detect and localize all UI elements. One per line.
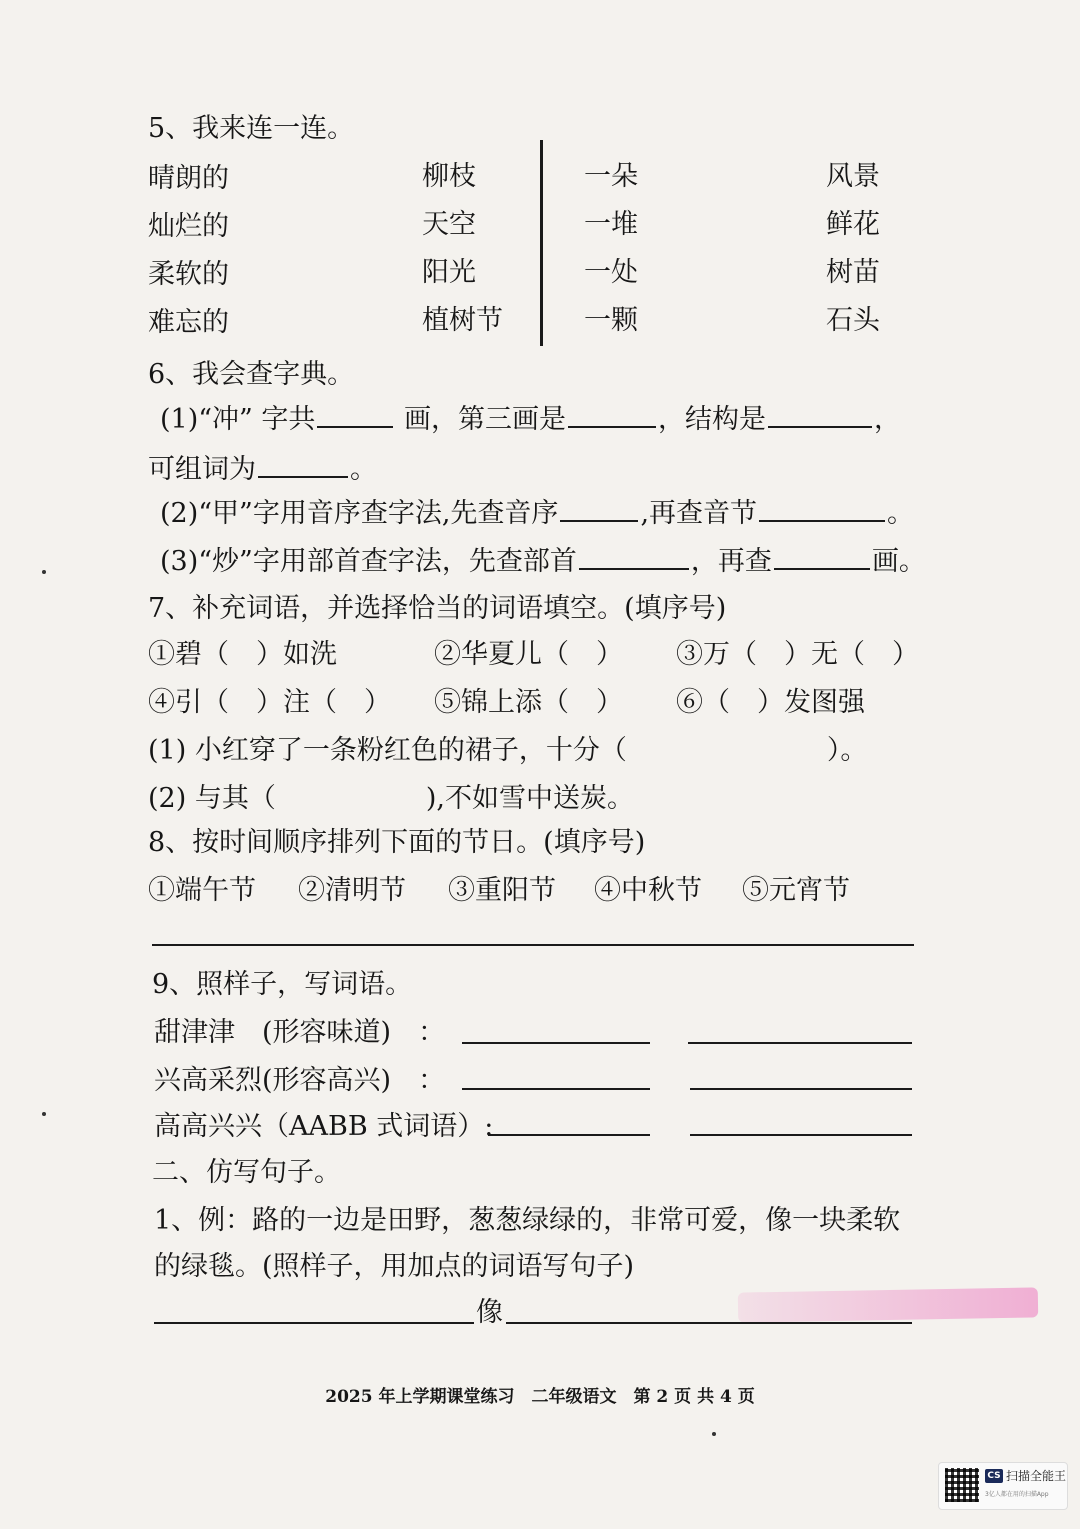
q7-item-1: ①碧（ ）如洗 xyxy=(148,639,337,670)
q5-left-4: 难忘的 xyxy=(148,307,229,338)
q5-right-a-3: 一处 xyxy=(584,257,638,288)
q5-mid-4: 植树节 xyxy=(422,305,503,336)
section-2-title: 二、仿写句子。 xyxy=(152,1157,341,1188)
q6-p2-text-c: 。 xyxy=(887,498,915,529)
q7-s2-text-a: (2) 与其（ xyxy=(148,783,276,814)
blank-stroke-number[interactable] xyxy=(774,544,870,570)
scan-speck xyxy=(42,570,46,574)
q7-sentence-2 xyxy=(148,782,634,816)
q5-mid-3: 阳光 xyxy=(422,257,476,288)
q5-left-1: 晴朗的 xyxy=(148,163,229,194)
q6-p1-line xyxy=(160,402,901,437)
q6-p1-text-f: 。 xyxy=(350,454,377,485)
q6-p1-line2 xyxy=(148,452,377,487)
blank-word-group[interactable] xyxy=(258,452,348,478)
q8-festival-4: ④中秋节 xyxy=(594,875,702,906)
q9-row-1-label: 甜津津 (形容味道) ： xyxy=(154,1017,446,1048)
q6-p1-text-e: 可组词为 xyxy=(148,454,256,485)
section-2-xiang: 像 xyxy=(476,1297,503,1328)
q6-p1-text-b: 画，第三画是 xyxy=(404,404,567,435)
q7-sentence-1 xyxy=(148,734,867,768)
q5-right-a-2: 一堆 xyxy=(584,209,638,240)
blank-radical[interactable] xyxy=(579,544,689,570)
q8-answer-line[interactable] xyxy=(152,944,914,946)
q9-row-3-blank-b[interactable] xyxy=(690,1134,912,1136)
q9-row-2-label: 兴高采烈(形容高兴) ： xyxy=(154,1065,446,1096)
q7-item-2: ②华夏儿（ ） xyxy=(434,639,623,670)
q6-p3-line xyxy=(160,544,926,579)
q8-festival-1: ①端午节 xyxy=(148,875,256,906)
q5-mid-2: 天空 xyxy=(422,209,476,240)
q9-row-1-blank-a[interactable] xyxy=(462,1042,650,1044)
qr-code-icon xyxy=(945,1468,979,1502)
q7-item-3: ③万（ ）无（ ） xyxy=(676,639,919,670)
q6-title: 6、我会查字典。 xyxy=(148,359,355,390)
q5-mid-1: 柳枝 xyxy=(422,161,476,192)
column-divider xyxy=(540,140,543,346)
q7-item-6: ⑥（ ）发图强 xyxy=(676,687,865,718)
q5-right-b-1: 风景 xyxy=(826,161,880,192)
q5-right-b-3: 树苗 xyxy=(826,257,880,288)
q7-s1-text-a: (1) 小红穿了一条粉红色的裙子，十分（ xyxy=(148,735,627,766)
q5-right-a-1: 一朵 xyxy=(584,161,638,192)
q8-festival-2: ②清明节 xyxy=(298,875,406,906)
q6-p3-text-a: (3)“炒”字用部首查字法，先查部首 xyxy=(160,546,577,577)
q7-s1-text-b: ）。 xyxy=(826,735,868,766)
q5-left-2: 灿烂的 xyxy=(148,211,229,242)
q7-item-5: ⑤锦上添（ ） xyxy=(434,687,623,718)
q9-row-3-blank-a[interactable] xyxy=(488,1134,650,1136)
q5-title: 5、我来连一连。 xyxy=(148,113,355,144)
q9-row-2-blank-a[interactable] xyxy=(462,1088,650,1090)
q8-festival-3: ③重阳节 xyxy=(448,875,556,906)
q9-title: 9、照样子，写词语。 xyxy=(152,969,413,1000)
q6-p3-text-b: ，再查 xyxy=(690,546,772,577)
q7-item-4: ④引（ ）注（ ） xyxy=(148,687,391,718)
camscanner-logo-icon: CS xyxy=(985,1469,1003,1483)
watermark-subtitle: 3亿人都在用的扫描App xyxy=(985,1491,1049,1498)
section-2-example-line-1: 1、例：路的一边是田野，葱葱绿绿的，非常可爱，像一块柔软 xyxy=(154,1205,901,1236)
section-2-blank-b[interactable] xyxy=(506,1322,912,1324)
q6-p1-text-a: (1)“冲” 字共 xyxy=(160,404,316,435)
q6-p2-text-a: (2)“甲”字用音序查字法,先查音序 xyxy=(160,498,559,529)
q7-title: 7、补充词语，并选择恰当的词语填空。(填序号) xyxy=(148,593,727,624)
q6-p2-text-b: ,再查音节 xyxy=(640,498,758,529)
page-footer: 2025 年上学期课堂练习 二年级语文 第 2 页 共 4 页 xyxy=(325,1387,755,1407)
q6-p1-text-c: ，结构是 xyxy=(658,404,767,435)
pink-highlighter-mark xyxy=(738,1287,1038,1322)
scan-speck xyxy=(42,1112,46,1116)
q5-right-b-4: 石头 xyxy=(826,305,880,336)
q6-p3-text-c: 画。 xyxy=(871,546,926,577)
section-2-example-line-2: 的绿毯。(照样子，用加点的词语写句子) xyxy=(154,1251,635,1282)
blank-stroke-count[interactable] xyxy=(317,402,393,428)
blank-structure[interactable] xyxy=(768,402,872,428)
blank-third-stroke[interactable] xyxy=(568,402,656,428)
blank-initial-letter[interactable] xyxy=(560,496,638,522)
q8-festival-5: ⑤元宵节 xyxy=(742,875,850,906)
blank-syllable[interactable] xyxy=(759,496,885,522)
watermark-brand: 扫描全能王 xyxy=(1006,1469,1067,1483)
q7-s2-text-b: ),不如雪中送炭。 xyxy=(425,783,634,814)
scan-speck xyxy=(712,1432,716,1436)
q6-p2-line xyxy=(160,496,914,531)
q8-title: 8、按时间顺序排列下面的节日。(填序号) xyxy=(148,827,646,858)
q9-row-3-label: 高高兴兴（AABB 式词语）: xyxy=(154,1111,494,1142)
q9-row-2-blank-b[interactable] xyxy=(690,1088,912,1090)
q5-left-3: 柔软的 xyxy=(148,259,229,290)
q5-right-b-2: 鲜花 xyxy=(826,209,880,240)
scanner-watermark xyxy=(938,1462,1068,1510)
q5-right-a-4: 一颗 xyxy=(584,305,638,336)
section-2-blank-a[interactable] xyxy=(154,1322,474,1324)
q6-p1-text-d: ， xyxy=(874,404,902,435)
q9-row-1-blank-b[interactable] xyxy=(688,1042,912,1044)
